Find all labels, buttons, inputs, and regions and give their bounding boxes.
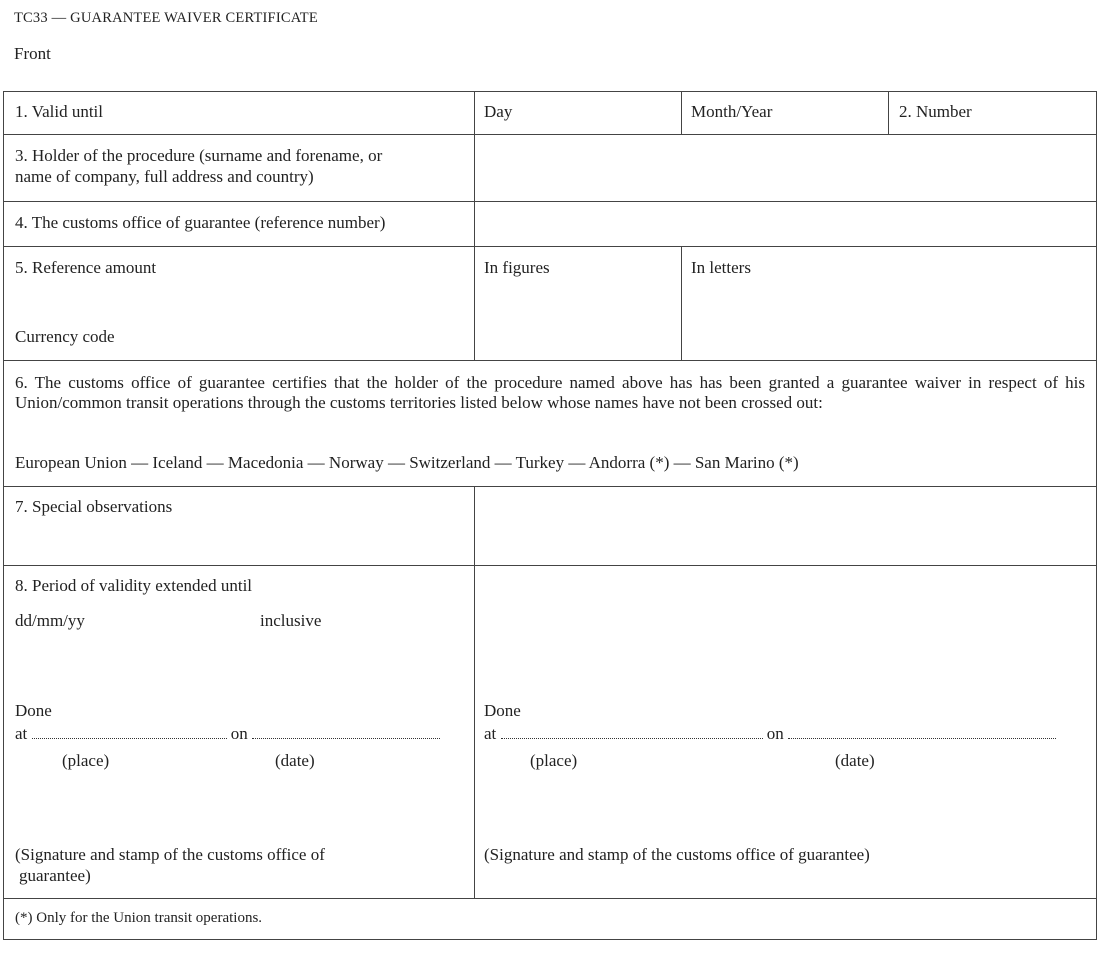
validity-extended-label: 8. Period of validity extended until <box>15 576 253 595</box>
date-caption: (date) <box>275 751 315 770</box>
holder-label: 3. Holder of the procedure (surname and forename, or <box>15 146 383 165</box>
holder-label-cont: name of company, full address and country) <box>15 167 314 186</box>
at-label: at <box>15 724 28 743</box>
signature-caption: (Signature and stamp of the customs office of guarantee) <box>484 845 870 864</box>
done-label: Done <box>15 701 52 720</box>
territories-list: European Union — Iceland — Macedonia — Norway — Switzerland — Turkey — Andorra (*) — San Marino (*) <box>15 453 799 472</box>
currency-code-label: Currency code <box>15 327 115 346</box>
on-label: on <box>766 724 784 743</box>
in-letters-label: In letters <box>691 258 751 277</box>
special-observations-label: 7. Special observations <box>15 497 173 516</box>
valid-until-label: 1. Valid until <box>15 102 103 121</box>
date-caption: (date) <box>835 751 875 770</box>
row-divider <box>4 486 1096 487</box>
row-divider <box>4 134 1096 135</box>
row-divider <box>4 360 1096 361</box>
customs-office-label: 4. The customs office of guarantee (reference number) <box>15 213 386 232</box>
form-title: TC33 — GUARANTEE WAIVER CERTIFICATE <box>14 10 318 26</box>
day-label: Day <box>484 102 513 121</box>
signature-caption-cont: guarantee) <box>19 866 91 885</box>
on-label: on <box>230 724 248 743</box>
at-label: at <box>484 724 497 743</box>
signature-caption: (Signature and stamp of the customs office of <box>15 845 325 864</box>
footnote: (*) Only for the Union transit operations. <box>15 910 263 926</box>
place-caption: (place) <box>62 751 110 770</box>
column-divider <box>681 92 682 134</box>
holder-field[interactable] <box>476 136 1096 200</box>
customs-office-field[interactable] <box>476 203 1096 245</box>
row-divider <box>4 898 1096 899</box>
reference-amount-label: 5. Reference amount <box>15 258 157 277</box>
column-divider <box>681 246 682 360</box>
column-divider <box>888 92 889 134</box>
done-line <box>484 724 1056 744</box>
row-divider <box>4 201 1096 202</box>
date-input[interactable] <box>788 726 1056 739</box>
done-label: Done <box>484 701 521 720</box>
form-side-label: Front <box>14 44 51 63</box>
special-observations-field[interactable] <box>476 488 1096 564</box>
date-format-label: dd/mm/yy <box>15 611 85 630</box>
certification-text: 6. The customs office of guarantee certifies that the holder of the procedure named above has has been granted a guarantee waiver in respect of his Union/common transit operations through the customs territories listed below whose names have not been crossed out: <box>15 373 1085 412</box>
month-year-label: Month/Year <box>691 102 773 121</box>
inclusive-label: inclusive <box>260 611 322 630</box>
number-label: 2. Number <box>899 102 972 121</box>
certificate-form <box>3 91 1097 940</box>
column-divider <box>474 92 475 360</box>
in-figures-label: In figures <box>484 258 550 277</box>
place-input[interactable] <box>501 726 763 739</box>
row-divider <box>4 565 1096 566</box>
place-caption: (place) <box>530 751 578 770</box>
done-line <box>15 724 440 744</box>
row-divider <box>4 246 1096 247</box>
column-divider <box>474 486 475 898</box>
place-input[interactable] <box>32 726 227 739</box>
date-input[interactable] <box>252 726 440 739</box>
